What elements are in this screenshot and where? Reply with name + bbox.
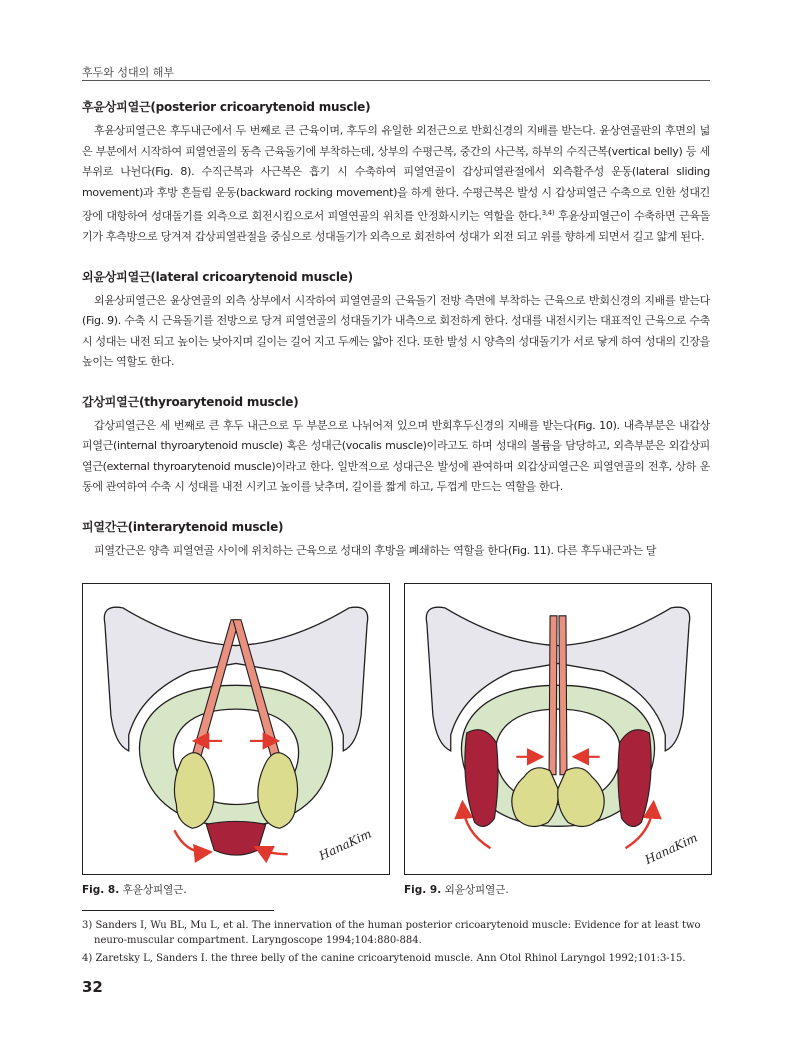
section-thyroarytenoid	[82, 393, 710, 498]
figure-8-caption	[82, 882, 187, 897]
figure-8-illustration	[82, 583, 390, 875]
lateral-cricoarytenoid-diagram	[405, 584, 711, 874]
running-head: 후두와 성대의 해부	[82, 66, 175, 79]
section-interarytenoid	[82, 518, 710, 562]
left-arytenoid	[512, 768, 558, 827]
figures-row	[82, 583, 710, 903]
section-body	[82, 121, 710, 248]
figure-9-illustration	[404, 583, 712, 875]
right-arytenoid	[258, 753, 298, 829]
figure-9-caption	[404, 882, 509, 897]
section-title: 후윤상피열근(posterior cricoarytenoid muscle)	[82, 100, 371, 114]
citation-superscript: 3,4)	[541, 209, 555, 217]
body-text: 후윤상피열근은 후두내근에서 두 번째로 큰 근육이며, 후두의 유일한 외전근으로 반회신경의 지배를 받는다. 윤상연골판의 후면의 넓은 부분에서 시작하여 피열연골의 동측 근육돌기에 부착하는데, 상부의 수평근복, 중간의 사근복, 하부의 수직근복(vertical belly) 등 세 부위로 나뉜다(Fig. 8). 수직근복과 사근복은 흡기 시 수축하여 피열연골이 갑상피열관절에서 외측활주성 운동(lateral sliding movement)과 후방 흔들림 운동(backward rocking movement)을 하게 한다. 수평근복은 발성 시 갑상피열근 수축으로 인한 성대긴장에 대항하여 성대돌기를 외측으로 회전시킴으로서 피열연골의 위치를 안정화시키는 역할을 한다.	[82, 124, 710, 223]
footnote-item: 4) Zaretsky L, Sanders I. the three belly of the canine cricoarytenoid muscle. Ann Otol Rhinol Laryngol 1992;101:3-15.	[82, 953, 686, 964]
footnotes	[82, 918, 710, 969]
figure-caption-text: 후윤상피열근.	[119, 884, 187, 896]
page-number: 32	[82, 978, 103, 996]
illustrator-signature: HanaKim	[316, 826, 374, 864]
section-title: 피열간근(interarytenoid muscle)	[82, 519, 284, 534]
body-text-continued: 후윤상피열근이 수축하면 근육돌기가 후측방으로 당겨져 갑상피열관절을 중심으로 성대돌기가 외측으로 회전하여 성대가 외전 되고 위를 향하게 되면서 길고 얇게 된다.	[82, 209, 710, 244]
section-body: 피열간근은 양측 피열연골 사이에 위치하는 근육으로 성대의 후방을 폐쇄하는 역할을 한다(Fig. 11). 다른 후두내근과는 달	[94, 543, 657, 557]
curved-arrow-left	[174, 830, 208, 852]
figure-label: Fig. 8.	[82, 884, 120, 896]
section-title: 외윤상피열근(lateral cricoarytenoid muscle)	[82, 269, 353, 284]
posterior-cricoarytenoid-muscle	[206, 821, 266, 855]
right-lateral-cricoarytenoid-muscle	[618, 730, 651, 827]
left-vocal-ligament	[549, 616, 557, 775]
figure-caption-text: 외윤상피열근.	[441, 884, 509, 896]
figure-label: Fig. 9.	[404, 884, 442, 896]
header-rule	[82, 80, 710, 81]
posterior-cricoarytenoid-diagram	[83, 584, 389, 874]
illustrator-signature: HanaKim	[642, 830, 700, 867]
curved-arrow-right	[258, 848, 288, 854]
left-arytenoid	[174, 753, 214, 829]
right-arytenoid	[558, 768, 604, 827]
left-lateral-cricoarytenoid-muscle	[465, 730, 498, 827]
section-body: 갑상피열근은 세 번째로 큰 후두 내근으로 두 부분으로 나뉘어져 있으며 반회후두신경의 지배를 받는다(Fig. 10). 내측부분은 내갑상피열근(internal thyroarytenoid muscle) 혹은 성대근(vocalis muscle)이라고도 하며 성대의 볼륨을 담당하고, 외측부분은 외갑상피열근(external thyroarytenoid muscle)이라고 한다. 일반적으로 성대근은 발성에 관여하며 외갑상피열근은 피열연골의 전후, 상하 운동에 관여하여 수축 시 성대를 내전 시키고 높이를 낮추며, 길이를 짧게 하고, 두껍게 만드는 역할을 한다.	[82, 418, 710, 494]
main-content	[82, 98, 710, 581]
footnote-rule	[82, 910, 274, 911]
section-lateral-cricoarytenoid	[82, 268, 710, 373]
footnote-item: 3) Sanders I, Wu BL, Mu L, et al. The innervation of the human posterior cricoarytenoid muscle: Evidence for at least two neuro-muscular compartment. Laryngoscope 1994;104:880-884.	[82, 920, 701, 946]
section-posterior-cricoarytenoid	[82, 98, 710, 248]
section-title: 갑상피열근(thyroarytenoid muscle)	[82, 394, 299, 409]
cricoid-ring	[139, 685, 332, 826]
right-vocal-ligament	[559, 616, 567, 775]
section-body: 외윤상피열근은 윤상연골의 외측 상부에서 시작하여 피열연골의 근육돌기 전방 측면에 부착하는 근육으로 반회신경의 지배를 받는다(Fig. 9). 수축 시 근육돌기를 전방으로 당겨 피열연골의 성대돌기가 내측으로 회전하게 한다. 성대를 내전시키는 대표적인 근육으로 수축 시 성대는 내전 되고 높이는 낮아지며 길이는 길어 지고 두께는 얇아 진다. 또한 발성 시 양측의 성대돌기가 서로 닿게 하여 성대의 긴장을 높이는 역할도 한다.	[82, 293, 710, 369]
